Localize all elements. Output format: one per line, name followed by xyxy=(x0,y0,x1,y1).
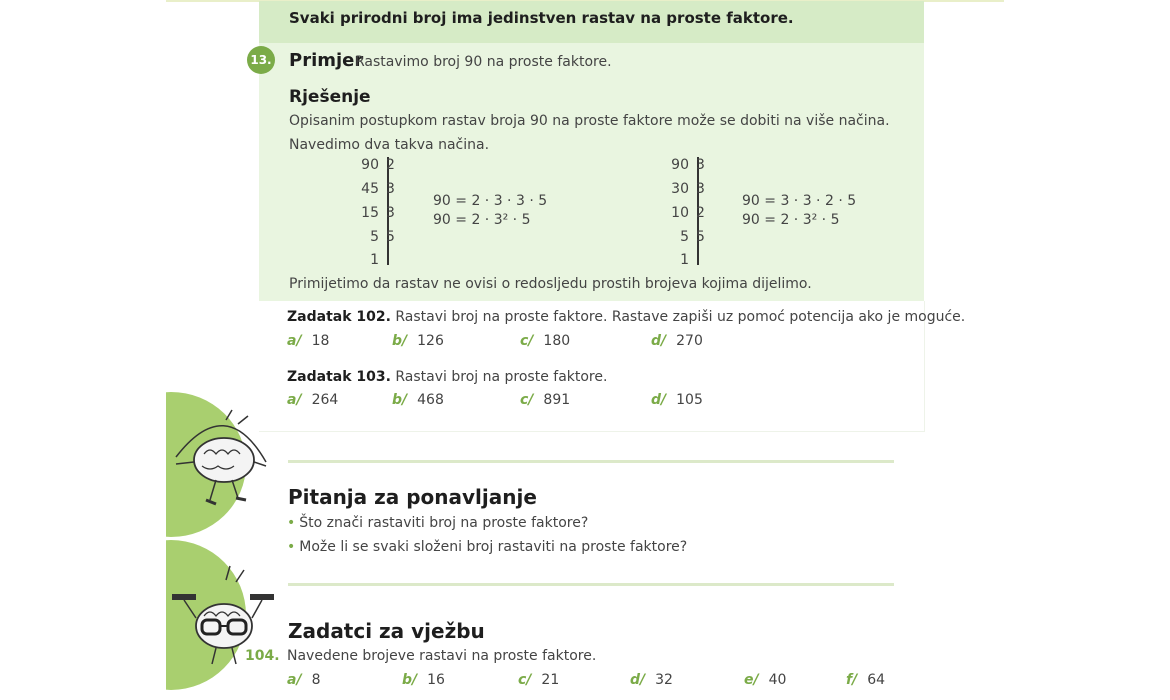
section-divider-2 xyxy=(288,583,894,586)
task-104-option-d: d/ 32 xyxy=(630,672,673,688)
task-104-text: Navedene brojeve rastavi na proste faktore. xyxy=(287,648,597,664)
task-103-text: Rastavi broj na proste faktore. xyxy=(395,369,608,385)
brain-jump-rope-icon xyxy=(166,392,276,522)
review-title: Pitanja za ponavljanje xyxy=(288,485,537,509)
review-question-1: • Što znači rastaviti broj na proste faktore? xyxy=(287,515,589,531)
left-margin xyxy=(0,380,166,700)
task-104-number: 104. xyxy=(245,648,280,664)
solution-line-2: Navedimo dva takva načina. xyxy=(289,137,490,153)
task-102-option-c: c/ 180 xyxy=(520,333,571,349)
task-104-option-a: a/ 8 xyxy=(287,672,321,688)
division-table-1 xyxy=(353,157,413,269)
exercises-title: Zadatci za vježbu xyxy=(288,619,485,643)
division-row: 5 5 xyxy=(680,229,705,245)
division-row: 30 3 xyxy=(671,181,705,197)
equation-2b: 90 = 2 · 3² · 5 xyxy=(742,212,840,228)
example-text: Rastavimo broj 90 na proste faktore. xyxy=(355,54,612,70)
task-102-label: Zadatak 102. xyxy=(287,309,391,325)
task-102-option-b: b/ 126 xyxy=(392,333,444,349)
division-row: 90 3 xyxy=(671,157,705,173)
example-title: Primjer xyxy=(289,50,364,71)
division-table-2 xyxy=(663,157,723,269)
task-102-option-d: d/ 270 xyxy=(651,333,703,349)
division-row: 10 2 xyxy=(671,205,705,221)
task-103-option-b: b/ 468 xyxy=(392,392,444,408)
bullet-icon: • xyxy=(287,539,296,555)
section-divider-1 xyxy=(288,460,894,463)
equation-2a: 90 = 3 · 3 · 2 · 5 xyxy=(742,193,857,209)
equation-1b: 90 = 2 · 3² · 5 xyxy=(433,212,531,228)
task-102-text: Rastavi broj na proste faktore. Rastave zapiši uz pomoć potencija ako je moguće. xyxy=(395,309,966,325)
solution-line-1: Opisanim postupkom rastav broja 90 na proste faktore može se dobiti na više načina. xyxy=(289,113,890,129)
bullet-icon: • xyxy=(287,515,296,531)
task-102-heading xyxy=(287,309,965,325)
division-row: 90 2 xyxy=(361,157,395,173)
task-102-option-a: a/ 18 xyxy=(287,333,330,349)
task-104-option-f: f/ 64 xyxy=(846,672,886,688)
task-103-label: Zadatak 103. xyxy=(287,369,391,385)
division-row: 5 5 xyxy=(370,229,395,245)
division-row: 1 xyxy=(680,252,689,268)
task-103-option-d: d/ 105 xyxy=(651,392,703,408)
task-104-option-b: b/ 16 xyxy=(402,672,445,688)
task-103-option-c: c/ 891 xyxy=(520,392,571,408)
task-104-option-e: e/ 40 xyxy=(744,672,787,688)
review-question-2: • Može li se svaki složeni broj rastaviti na proste faktore? xyxy=(287,539,688,555)
example-number-badge: 13. xyxy=(247,46,275,74)
division-row: 45 3 xyxy=(361,181,395,197)
division-row: 1 xyxy=(370,252,379,268)
equation-1a: 90 = 2 · 3 · 3 · 5 xyxy=(433,193,548,209)
task-103-heading xyxy=(287,369,607,385)
division-row: 15 3 xyxy=(361,205,395,221)
theorem-text: Svaki prirodni broj ima jedinstven rastav na proste faktore. xyxy=(289,9,794,27)
task-104-option-c: c/ 21 xyxy=(518,672,560,688)
solution-title: Rješenje xyxy=(289,87,371,107)
example-note: Primijetimo da rastav ne ovisi o redosljedu prostih brojeva kojima dijelimo. xyxy=(289,276,812,292)
task-103-option-a: a/ 264 xyxy=(287,392,339,408)
